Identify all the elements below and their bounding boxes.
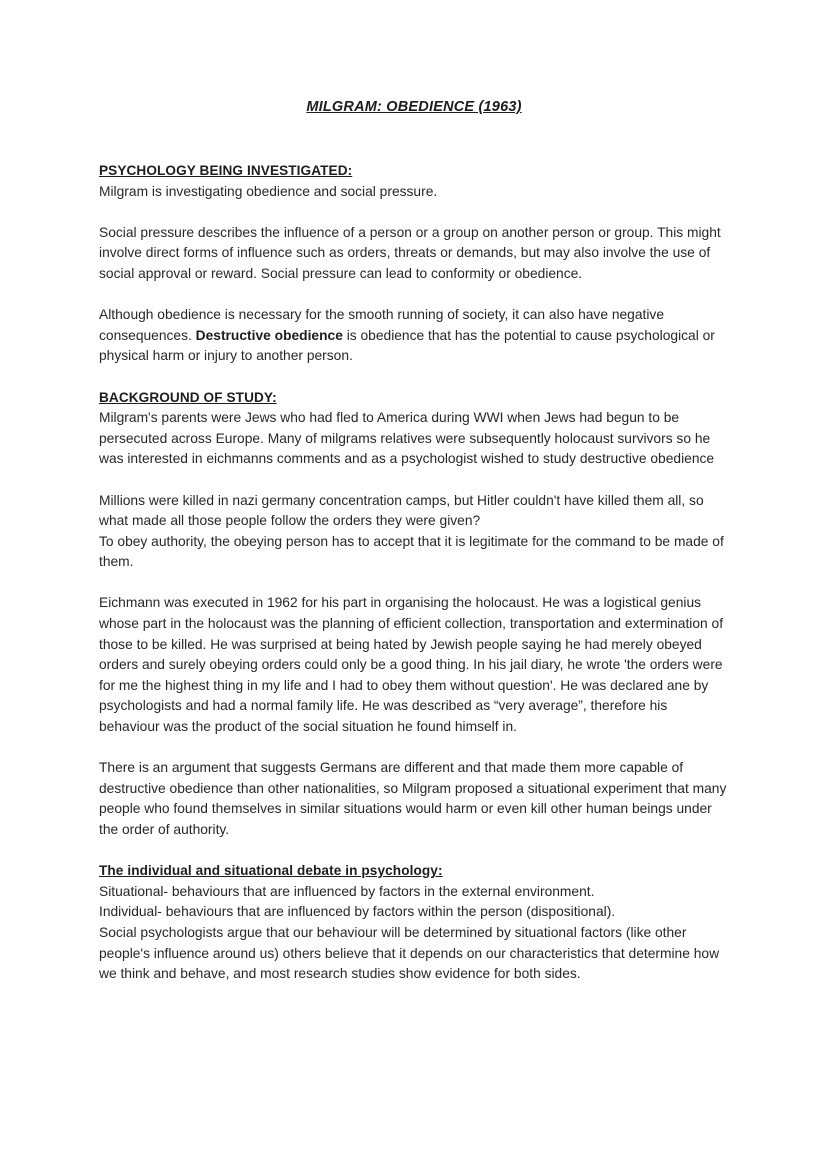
section-spacer — [99, 367, 729, 388]
section-background-of-study — [99, 388, 729, 841]
document-body — [99, 0, 729, 985]
heading-psychology-being-investigated: PSYCHOLOGY BEING INVESTIGATED: — [99, 163, 353, 178]
paragraph-spacer — [99, 285, 729, 306]
paragraph-germans-argument: There is an argument that suggests Germans are different and that made them more capable of destructive obedience than other nationalities, so Milgram proposed a situational experiment that many people who found themselves in similar situations would harm or even kill other human beings under the order of authority. — [99, 760, 727, 837]
paragraph-spacer — [99, 470, 729, 491]
paragraph-investigating-obedience: Milgram is investigating obedience and social pressure. — [99, 183, 438, 199]
destructive-obedience-lead: Although obedience is necessary for the smooth running of society, it can also have negative consequences. — [99, 307, 664, 343]
paragraph-milgram-parents: Milgram's parents were Jews who had fled to America during WWI when Jews had begun to be persecuted across Europe. Many of milgrams relatives were subsequently holocaust survivors so he was interested in eichmanns comments and as a psychologist wished to study destructive obedience — [99, 410, 715, 467]
paragraph-individual-definition: Individual- behaviours that are influenced by factors within the person (dispositional). — [99, 904, 616, 920]
section-spacer — [99, 841, 729, 862]
destructive-obedience-term: Destructive obedience — [195, 327, 343, 343]
paragraph-spacer — [99, 202, 729, 223]
heading-background-of-study: BACKGROUND OF STUDY: — [99, 389, 277, 405]
section-psychology-being-investigated — [99, 161, 729, 367]
paragraph-spacer — [99, 573, 729, 594]
destructive-obedience-tail: is obedience that has the potential to cause psychological or physical harm or injury to another person. — [99, 327, 715, 364]
title-spacer — [99, 115, 729, 161]
paragraph-obey-authority: To obey authority, the obeying person has to accept that it is legitimate for the command to be made of them. — [99, 533, 724, 570]
paragraph-destructive-obedience — [99, 305, 729, 367]
heading-individual-situational-debate: The individual and situational debate in psychology: — [99, 863, 443, 879]
section-individual-situational-debate — [99, 861, 729, 985]
paragraph-situational-definition: Situational- behaviours that are influenced by factors in the external environment. — [99, 883, 595, 899]
paragraph-eichmann: Eichmann was executed in 1962 for his part in organising the holocaust. He was a logistical genius whose part in the holocaust was the planning of efficient collection, transportation and extermination of those to be killed. He was surprised at being hated by Jewish people saying he had merely obeyed orders and surely obeying orders could only be a good thing. In his jail diary, he wrote 'the orders were for me the highest thing in my life and I had to obey them without question'. He was declared ane by psychologists and had a normal family life. He was described as “very average”, therefore his behaviour was the product of the social situation he found himself in. — [99, 595, 724, 735]
paragraph-social-psychologists-argue: Social psychologists argue that our behaviour will be determined by situational factors (like other people's influence around us) others believe that it depends on our characteristics that determine how we think and behave, and most research studies show evidence for both sides. — [99, 924, 720, 982]
paragraph-millions-killed: Millions were killed in nazi germany concentration camps, but Hitler couldn't have killed them all, so what made all those people follow the orders they were given? — [99, 492, 704, 529]
paragraph-spacer — [99, 738, 729, 759]
paragraph-social-pressure-definition: Social pressure describes the influence of a person or a group on another person or group. This might involve direct forms of influence such as orders, threats or demands, but may also involve the use of social approval or reward. Social pressure can lead to conformity or obedience. — [99, 224, 721, 281]
page-title: MILGRAM: OBEDIENCE (1963) — [306, 99, 522, 115]
